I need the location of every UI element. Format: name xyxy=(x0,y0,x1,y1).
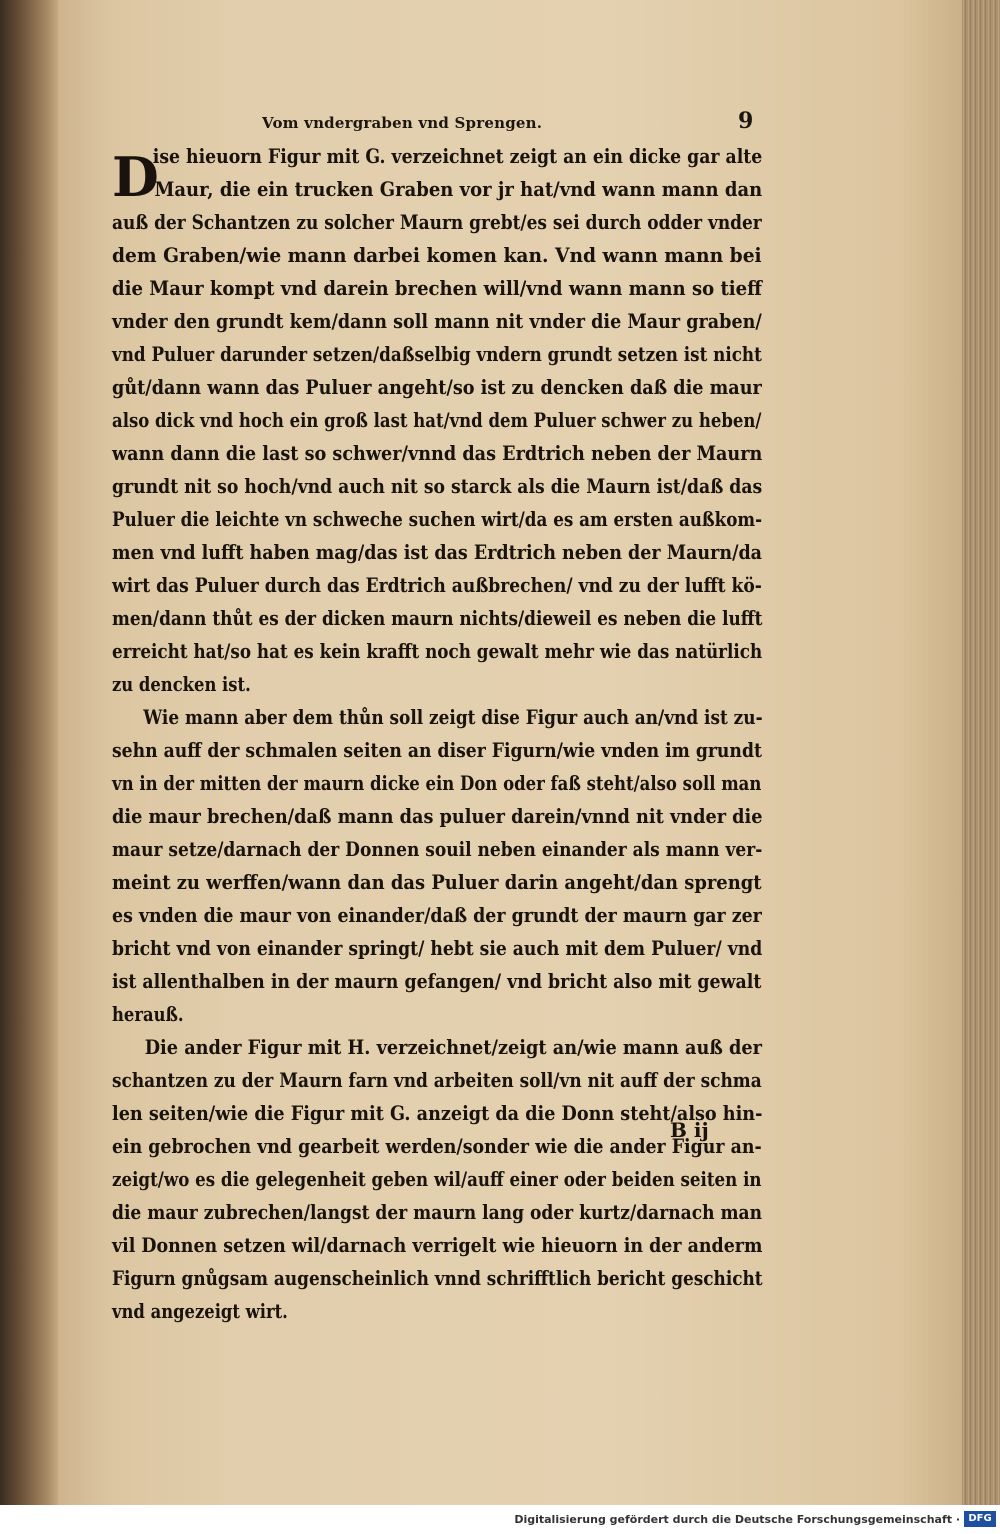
text-line: bricht vnd von einander springt/ hebt sie auch mit dem Puluer/ vnd xyxy=(112,937,763,960)
text-line: Wie mann aber dem thůn soll zeigt dise Figur auch an/vnd ist zu- xyxy=(143,706,763,729)
text-line: gůt/dann wann das Puluer angeht/so ist zu dencken daß die maur xyxy=(112,376,762,399)
text-line: vnder den grundt kem/dann soll mann nit vnder die Maur graben/ xyxy=(112,310,762,333)
text-line: Puluer die leichte vn schweche suchen wirt/da es am ersten außkom- xyxy=(112,508,763,531)
text-line: grundt nit so hoch/vnd auch nit so starck als die Maurn ist/daß das xyxy=(112,475,763,498)
text-line: wann dann die last so schwer/vnnd das Erdtrich neben der Maurn xyxy=(112,442,763,465)
text-line: len seiten/wie die Figur mit G. anzeigt da die Donn steht/also hin- xyxy=(112,1102,763,1125)
text-line: vnd angezeigt wirt. xyxy=(112,1300,288,1323)
running-head: Vom vndergraben vnd Sprengen. xyxy=(262,114,543,132)
text-line: men vnd lufft haben mag/das ist das Erdtrich neben der Maurn/da xyxy=(112,541,763,564)
text-line: schantzen zu der Maurn farn vnd arbeiten soll/vn nit auff der schma xyxy=(112,1069,762,1092)
text-line: es vnden die maur von einander/daß der grundt der maurn gar zer xyxy=(112,904,762,927)
text-line: die maur brechen/daß mann das puluer darein/vnnd nit vnder die xyxy=(112,805,763,828)
text-line: also dick vnd hoch ein groß last hat/vnd dem Puluer schwer zu heben/ xyxy=(112,409,762,432)
text-line: zeigt/wo es die gelegenheit geben wil/auff einer oder beiden seiten in xyxy=(112,1168,762,1191)
text-line: maur setze/darnach der Donnen souil neben einander als mann ver- xyxy=(112,838,763,861)
text-line: Maur, die ein trucken Graben vor jr hat/vnd wann mann dan xyxy=(154,178,763,201)
text-line: zu dencken ist. xyxy=(112,673,251,696)
text-line: Figurn gnůgsam augenscheinlich vnnd schrifftlich bericht geschicht xyxy=(112,1267,763,1290)
text-line: vnd Puluer darunder setzen/daßselbig vndern grundt setzen ist nicht xyxy=(112,343,762,366)
drop-capital: D xyxy=(112,145,159,209)
body-text xyxy=(112,140,767,1328)
text-line: vil Donnen setzen wil/darnach verrigelt wie hieuorn in der anderm xyxy=(112,1234,763,1257)
text-line: dem Graben/wie mann darbei komen kan. Vnd wann mann bei xyxy=(112,244,762,267)
text-line: vn in der mitten der maurn dicke ein Don oder faß steht/also soll man xyxy=(112,772,762,795)
text-line: ist allenthalben in der maurn gefangen/ vnd bricht also mit gewalt xyxy=(112,970,762,993)
text-line: die maur zubrechen/langst der maurn lang oder kurtz/darnach man xyxy=(112,1201,763,1224)
folio-number: 9 xyxy=(738,108,754,134)
text-line: auß der Schantzen zu solcher Maurn grebt/es sei durch odder vnder xyxy=(112,211,762,234)
text-line: erreicht hat/so hat es kein krafft noch gewalt mehr wie das natürlich xyxy=(112,640,763,663)
text-line: ein gebrochen vnd gearbeit werden/sonder wie die ander Figur an- xyxy=(112,1135,762,1158)
page-edge xyxy=(962,0,1000,1505)
signature-mark: B ij xyxy=(670,1118,709,1142)
footer-credit: Digitalisierung gefördert durch die Deutsche Forschungsgemeinschaft · xyxy=(514,1513,960,1526)
text-line: meint zu werffen/wann dan das Puluer darin angeht/dan sprengt xyxy=(112,871,762,894)
book-spine xyxy=(0,0,60,1505)
text-line: sehn auff der schmalen seiten an diser Figurn/wie vnden im grundt xyxy=(112,739,762,762)
text-line: men/dann thůt es der dicken maurn nichts/dieweil es neben die lufft xyxy=(112,607,763,630)
footer-bar xyxy=(0,1505,1000,1534)
text-line: wirt das Puluer durch das Erdtrich außbrechen/ vnd zu der lufft kö- xyxy=(112,574,762,597)
dfg-logo: DFG xyxy=(964,1511,996,1527)
text-line: Die ander Figur mit H. verzeichnet/zeigt an/wie mann auß der xyxy=(144,1036,762,1059)
text-line: herauß. xyxy=(112,1003,184,1026)
text-line: die Maur kompt vnd darein brechen will/vnd wann mann so tieff xyxy=(112,277,762,300)
text-line: ise hieuorn Figur mit G. verzeichnet zeigt an ein dicke gar alte xyxy=(152,145,763,168)
